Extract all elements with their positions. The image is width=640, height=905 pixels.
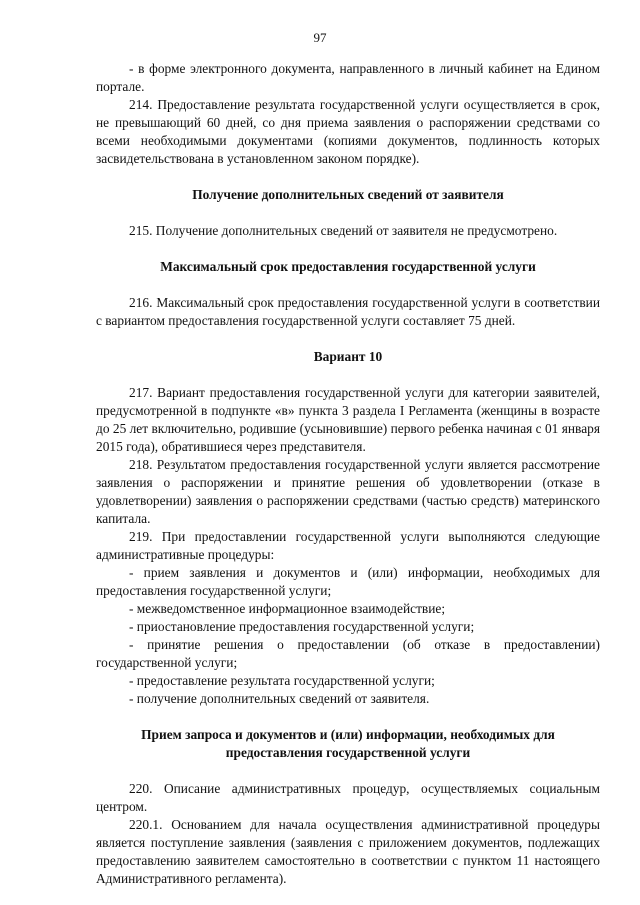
paragraph-218: 218. Результатом предоставления государственной услуги является рассмотрение заявления о распоряжении и принятие решения об удовлетворении (отказе в удовлетворении) заявления о распоряжении средствами (частью средств) материнского капитала. — [96, 457, 600, 526]
list-item-procedure-5: - предоставление результата государственной услуги; — [129, 673, 435, 688]
paragraph-216: 216. Максимальный срок предоставления государственной услуги в соответствии с вариантом предоставления государственной услуги составляет 75 дней. — [96, 295, 600, 328]
paragraph-215: 215. Получение дополнительных сведений от заявителя не предусмотрено. — [129, 223, 558, 238]
list-item-procedure-1: - прием заявления и документов и (или) информации, необходимых для предоставления государственной услуги; — [96, 565, 600, 598]
section-heading-max-term: Максимальный срок предоставления государственной услуги — [160, 259, 536, 274]
paragraph-1: - в форме электронного документа, направленного в личный кабинет на Едином портале. — [96, 61, 600, 94]
paragraph-220: 220. Описание административных процедур, осуществляемых социальным центром. — [96, 781, 600, 814]
section-heading-additional-info: Получение дополнительных сведений от заявителя — [192, 187, 504, 202]
paragraph-220-1: 220.1. Основанием для начала осуществления административной процедуры является поступление заявления (заявления с приложением документов, подлежащих предоставлению заявителем самостоятельно в соответствии с пунктом 11 настоящего Административного регламента). — [96, 817, 600, 886]
paragraph-217: 217. Вариант предоставления государственной услуги для категории заявителей, предусмотренной в подпункте «в» пункта 3 раздела I Регламента (женщины в возрасте до 25 лет включительно, родившие (усыновившие) первого ребенка начиная с 01 января 2015 года), обратившиеся через представителя. — [96, 385, 600, 454]
list-item-procedure-3: - приостановление предоставления государственной услуги; — [129, 619, 475, 634]
list-item-procedure-6: - получение дополнительных сведений от заявителя. — [129, 691, 430, 706]
page-number: 97 — [313, 30, 327, 45]
paragraph-219: 219. При предоставлении государственной услуги выполняются следующие административные процедуры: — [96, 529, 600, 562]
paragraph-214: 214. Предоставление результата государственной услуги осуществляется в срок, не превышающий 60 дней, со дня приема заявления о распоряжении средствами со всеми необходимыми документами (копиями документов, подлинность которых засвидетельствована в установленном законом порядке). — [96, 97, 600, 166]
section-heading-variant-10: Вариант 10 — [313, 349, 383, 364]
list-item-procedure-2: - межведомственное информационное взаимодействие; — [129, 601, 446, 616]
section-heading-request-reception: Прием запроса и документов и (или) информации, необходимых для предоставления государственной услуги — [141, 727, 555, 760]
document-body — [96, 60, 600, 888]
list-item-procedure-4: - принятие решения о предоставлении (об отказе в предоставлении) государственной услуги; — [96, 637, 600, 670]
